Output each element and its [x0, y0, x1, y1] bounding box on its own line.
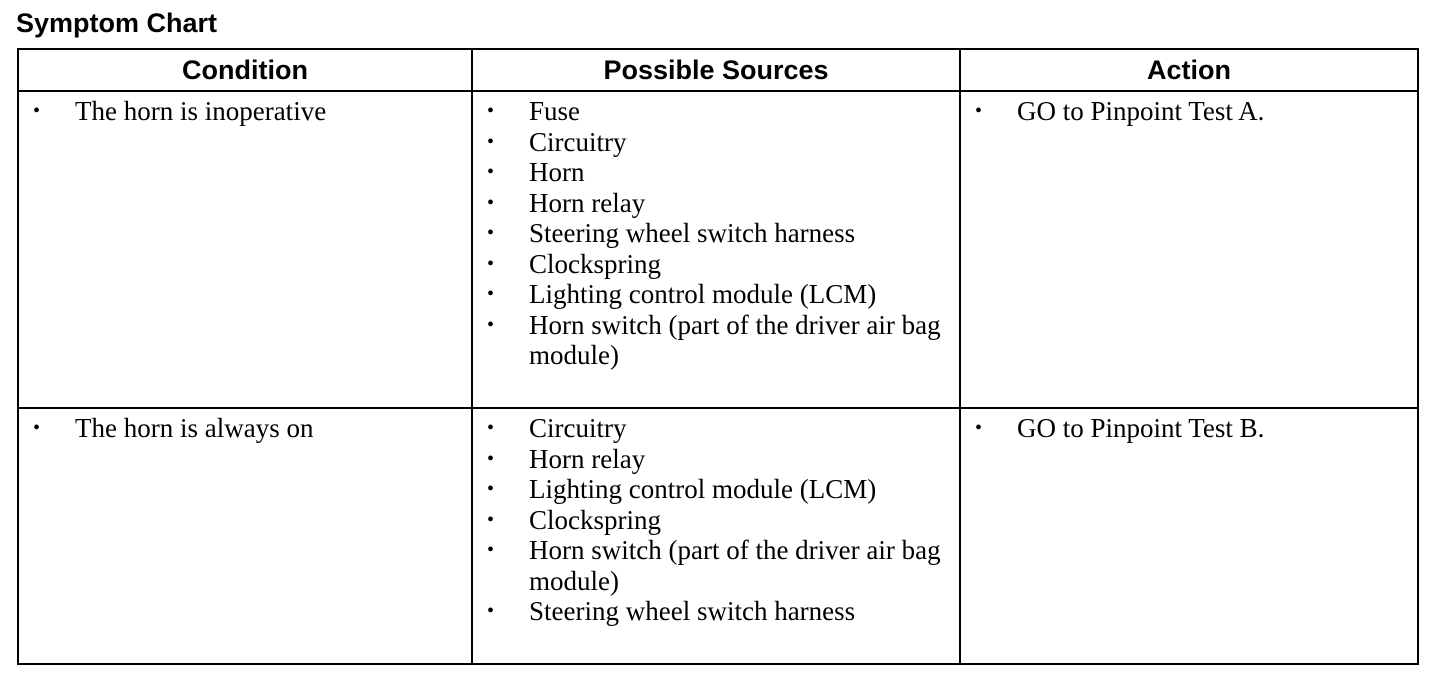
source-item: • Lighting control module (LCM): [473, 279, 951, 310]
condition-cell: [18, 91, 472, 408]
source-item: • Lighting control module (LCM): [473, 474, 951, 505]
source-item: • Horn: [473, 157, 951, 188]
condition-cell: [18, 408, 472, 664]
source-item: • Fuse: [473, 96, 951, 127]
page-title: Symptom Chart: [16, 8, 218, 38]
source-item: • Circuitry: [473, 413, 951, 444]
sources-cell: [472, 408, 960, 664]
header-condition: Condition: [18, 49, 472, 91]
source-item: • Steering wheel switch harness: [473, 218, 951, 249]
action-item: • GO to Pinpoint Test B.: [961, 413, 1409, 444]
source-item: • Steering wheel switch harness: [473, 596, 951, 627]
symptom-chart-table: [17, 48, 1419, 665]
action-item: • GO to Pinpoint Test A.: [961, 96, 1409, 127]
source-item: • Horn relay: [473, 188, 951, 219]
source-item: • Horn switch (part of the driver air bag module): [473, 535, 951, 596]
header-action: Action: [960, 49, 1418, 91]
condition-item: • The horn is always on: [19, 413, 463, 444]
source-item: • Horn relay: [473, 444, 951, 475]
source-item: • Horn switch (part of the driver air bag module): [473, 310, 951, 371]
action-cell: [960, 408, 1418, 664]
sources-cell: [472, 91, 960, 408]
source-item: • Clockspring: [473, 505, 951, 536]
source-item: • Clockspring: [473, 249, 951, 280]
table-row: [18, 91, 1418, 408]
header-possible-sources: Possible Sources: [472, 49, 960, 91]
condition-item: • The horn is inoperative: [19, 96, 463, 127]
header-row: [18, 49, 1418, 91]
action-cell: [960, 91, 1418, 408]
source-item: • Circuitry: [473, 127, 951, 158]
table-row: [18, 408, 1418, 664]
